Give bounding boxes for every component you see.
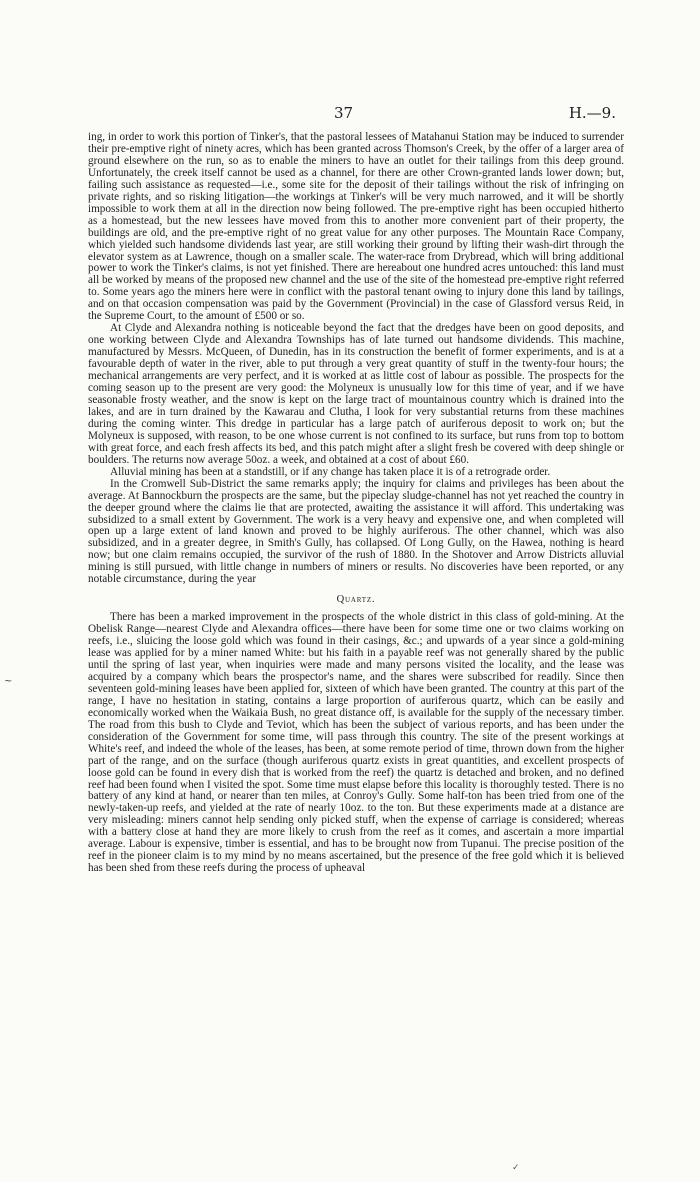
paragraph-cromwell: In the Cromwell Sub-District the same remarks apply; the inquiry for claims and privileges has been about the average. At Bannockburn the prospects are the same, but the pipeclay sludge-channel has not yet reached the country in the deeper ground where the claims lie that are protected, awaiting the assistance it will afford. This undertaking was subsidized to a small extent by Government. The work is a very heavy and expensive one, and when completed will open up a large extent of land known and proved to be highly auriferous. The other channel, which was also subsidized, and in a greater degree, in Smith's Gully, has collapsed. Of Long Gully, on the Hawea, nothing is heard now; but one claim remains occupied, the survivor of the rush of 1880. In the Shotover and Arrow Districts alluvial mining is still pursued, with little change in numbers of miners or results. No discoveries have been reported, or any notable circumstance, during the year [88, 477, 624, 586]
page-header [0, 104, 700, 124]
section-heading-quartz: Quartz. [336, 594, 376, 606]
paragraph-tinkers: ing, in order to work this portion of Tinker's, that the pastoral lessees of Matahanui Station may be induced to surrender their pre-emptive right of ninety acres, which has been granted across Thomson's Creek, by the offer of a larger area of ground elsewhere on the run, so as to enable the miners to have an outlet for their tailings from this deep ground. Unfortunately, the creek itself cannot be used as a channel, for there are other Crown-granted lands lower down; but, failing such assistance as requested—i.e., some site for the deposit of their tailings without the risk of infringing on private rights, and so risking litigation—the workings at Tinker's will be very much narrowed, and it will be shortly impossible to work them at all in the direction now being followed. The pre-emptive right has been occupied hitherto as a homestead, but the new lessees have moved from this to another more convenient part of their property, the buildings are old, and the pre-emptive right of no great value for any other purposes. The Mountain Race Company, which yielded such handsome dividends last year, are still working their ground by lifting their wash-dirt through the elevator system as at Lawrence, though on a smaller scale. The water-race from Drybread, which will bring additional power to work the Tinker's claims, is not yet finished. There are hereabout one hundred acres untouched: this land must all be worked by means of the proposed new channel and the use of the site of the homestead pre-emptive right referred to. Some years ago the miners here were in conflict with the pastoral tenant owing to injury done this land by tailings, and on that occasion compensation was paid by the Government (Provincial) in the case of Glassford versus Reid, in the Supreme Court, to the amount of £500 or so. [88, 131, 624, 323]
document-reference: H.—9. [568, 104, 616, 122]
paragraph-quartz: There has been a marked improvement in the prospects of the whole district in this class of gold-mining. At the Obelisk Range—nearest Clyde and Alexandra offices—there have been for some time one or two claims working on reefs, i.e., sluicing the loose gold which was found in their casings, &c.; and upwards of a year since a gold-mining lease was applied for by a miner named White: but his faith in a payable reef was not generally shared by the public until the spring of last year, when inquiries were made and many persons visited the locality, and the lease was acquired by a company which bears the prospector's name, and the shares were subscribed for readily. Since then seventeen gold-mining leases have been applied for, sixteen of which have been granted. The country at this part of the range, I have no hesitation in stating, contains a large proportion of auriferous quartz, which can be easily and economically worked when the Waikaia Bush, no great distance off, is available for the supply of the necessary timber. The road from this bush to Clyde and Teviot, which has been the subject of various reports, and has been under the consideration of the Government for some time, will pass through this country. The site of the present workings at White's reef, and indeed the whole of the leases, has been, at some remote period of time, thrown down from the higher part of the range, and on the surface (though auriferous quartz exists in great quantities, and excellent prospects of loose gold can be found in every dish that is worked from the reef) the quartz is detached and broken, and no defined reef had been found when I visited the spot. Some time must elapse before this locality is thoroughly tested. There is no battery of any kind at hand, or nearer than ten miles, at Conroy's Gully. Some half-ton has been tried from one of the newly-taken-up reefs, and yielded at the rate of nearly 10oz. to the ton. But these experiments made at a distance are very misleading: miners cannot help sending only picked stuff, when the expense of carriage is considered; whereas with a battery close at hand they are more likely to crush from the reef as it comes, and ascertain a more impartial average. Labour is expensive, timber is essential, and has to be brought now from Tupanui. The precise position of the reef in the pioneer claim is to my mind by no means ascertained, but the presence of the free gold which it is believed has been shed from these reefs during the process of upheaval [88, 611, 624, 875]
page-number: 37 [334, 104, 354, 122]
margin-mark: ~ [4, 676, 13, 687]
body-text [88, 132, 624, 875]
paragraph-alluvial: Alluvial mining has been at a standstill, or if any change has taken place it is of a retrograde order. [110, 465, 551, 478]
paragraph-clyde-alexandra: At Clyde and Alexandra nothing is noticeable beyond the fact that the dredges have been on good deposits, and one working between Clyde and Alexandra Townships has of late turned out handsome dividends. This machine, manufactured by Messrs. McQueen, of Dunedin, has in its construction the benefit of former experiments, and is at a favourable depth of water in the river, able to put through a very great quantity of stuff in the twenty-four hours; the mechanical arrangements are very perfect, and it is worked at as little cost of labour as possible. The prospects for the coming season up to the present are very good: the Molyneux is unusually low for this time of year, and if we have seasonable frosty weather, and the snow is kept on the large tract of mountainous country which is drained into the lakes, and are in turn drained by the Kawarau and Clutha, I look for very substantial returns from these machines during the coming winter. This dredge in particular has a large patch of auriferous deposit to work on; but the Molyneux is supposed, with reason, to be one whose current is not confined to its surface, but runs from top to bottom with great force, and each fresh affects its bed, and this patch might after a slight fresh be covered with deep shingle or boulders. The returns now average 50oz. a week, and obtained at a cost of about £60. [88, 322, 624, 466]
footer-mark: ✓ [512, 1163, 520, 1173]
